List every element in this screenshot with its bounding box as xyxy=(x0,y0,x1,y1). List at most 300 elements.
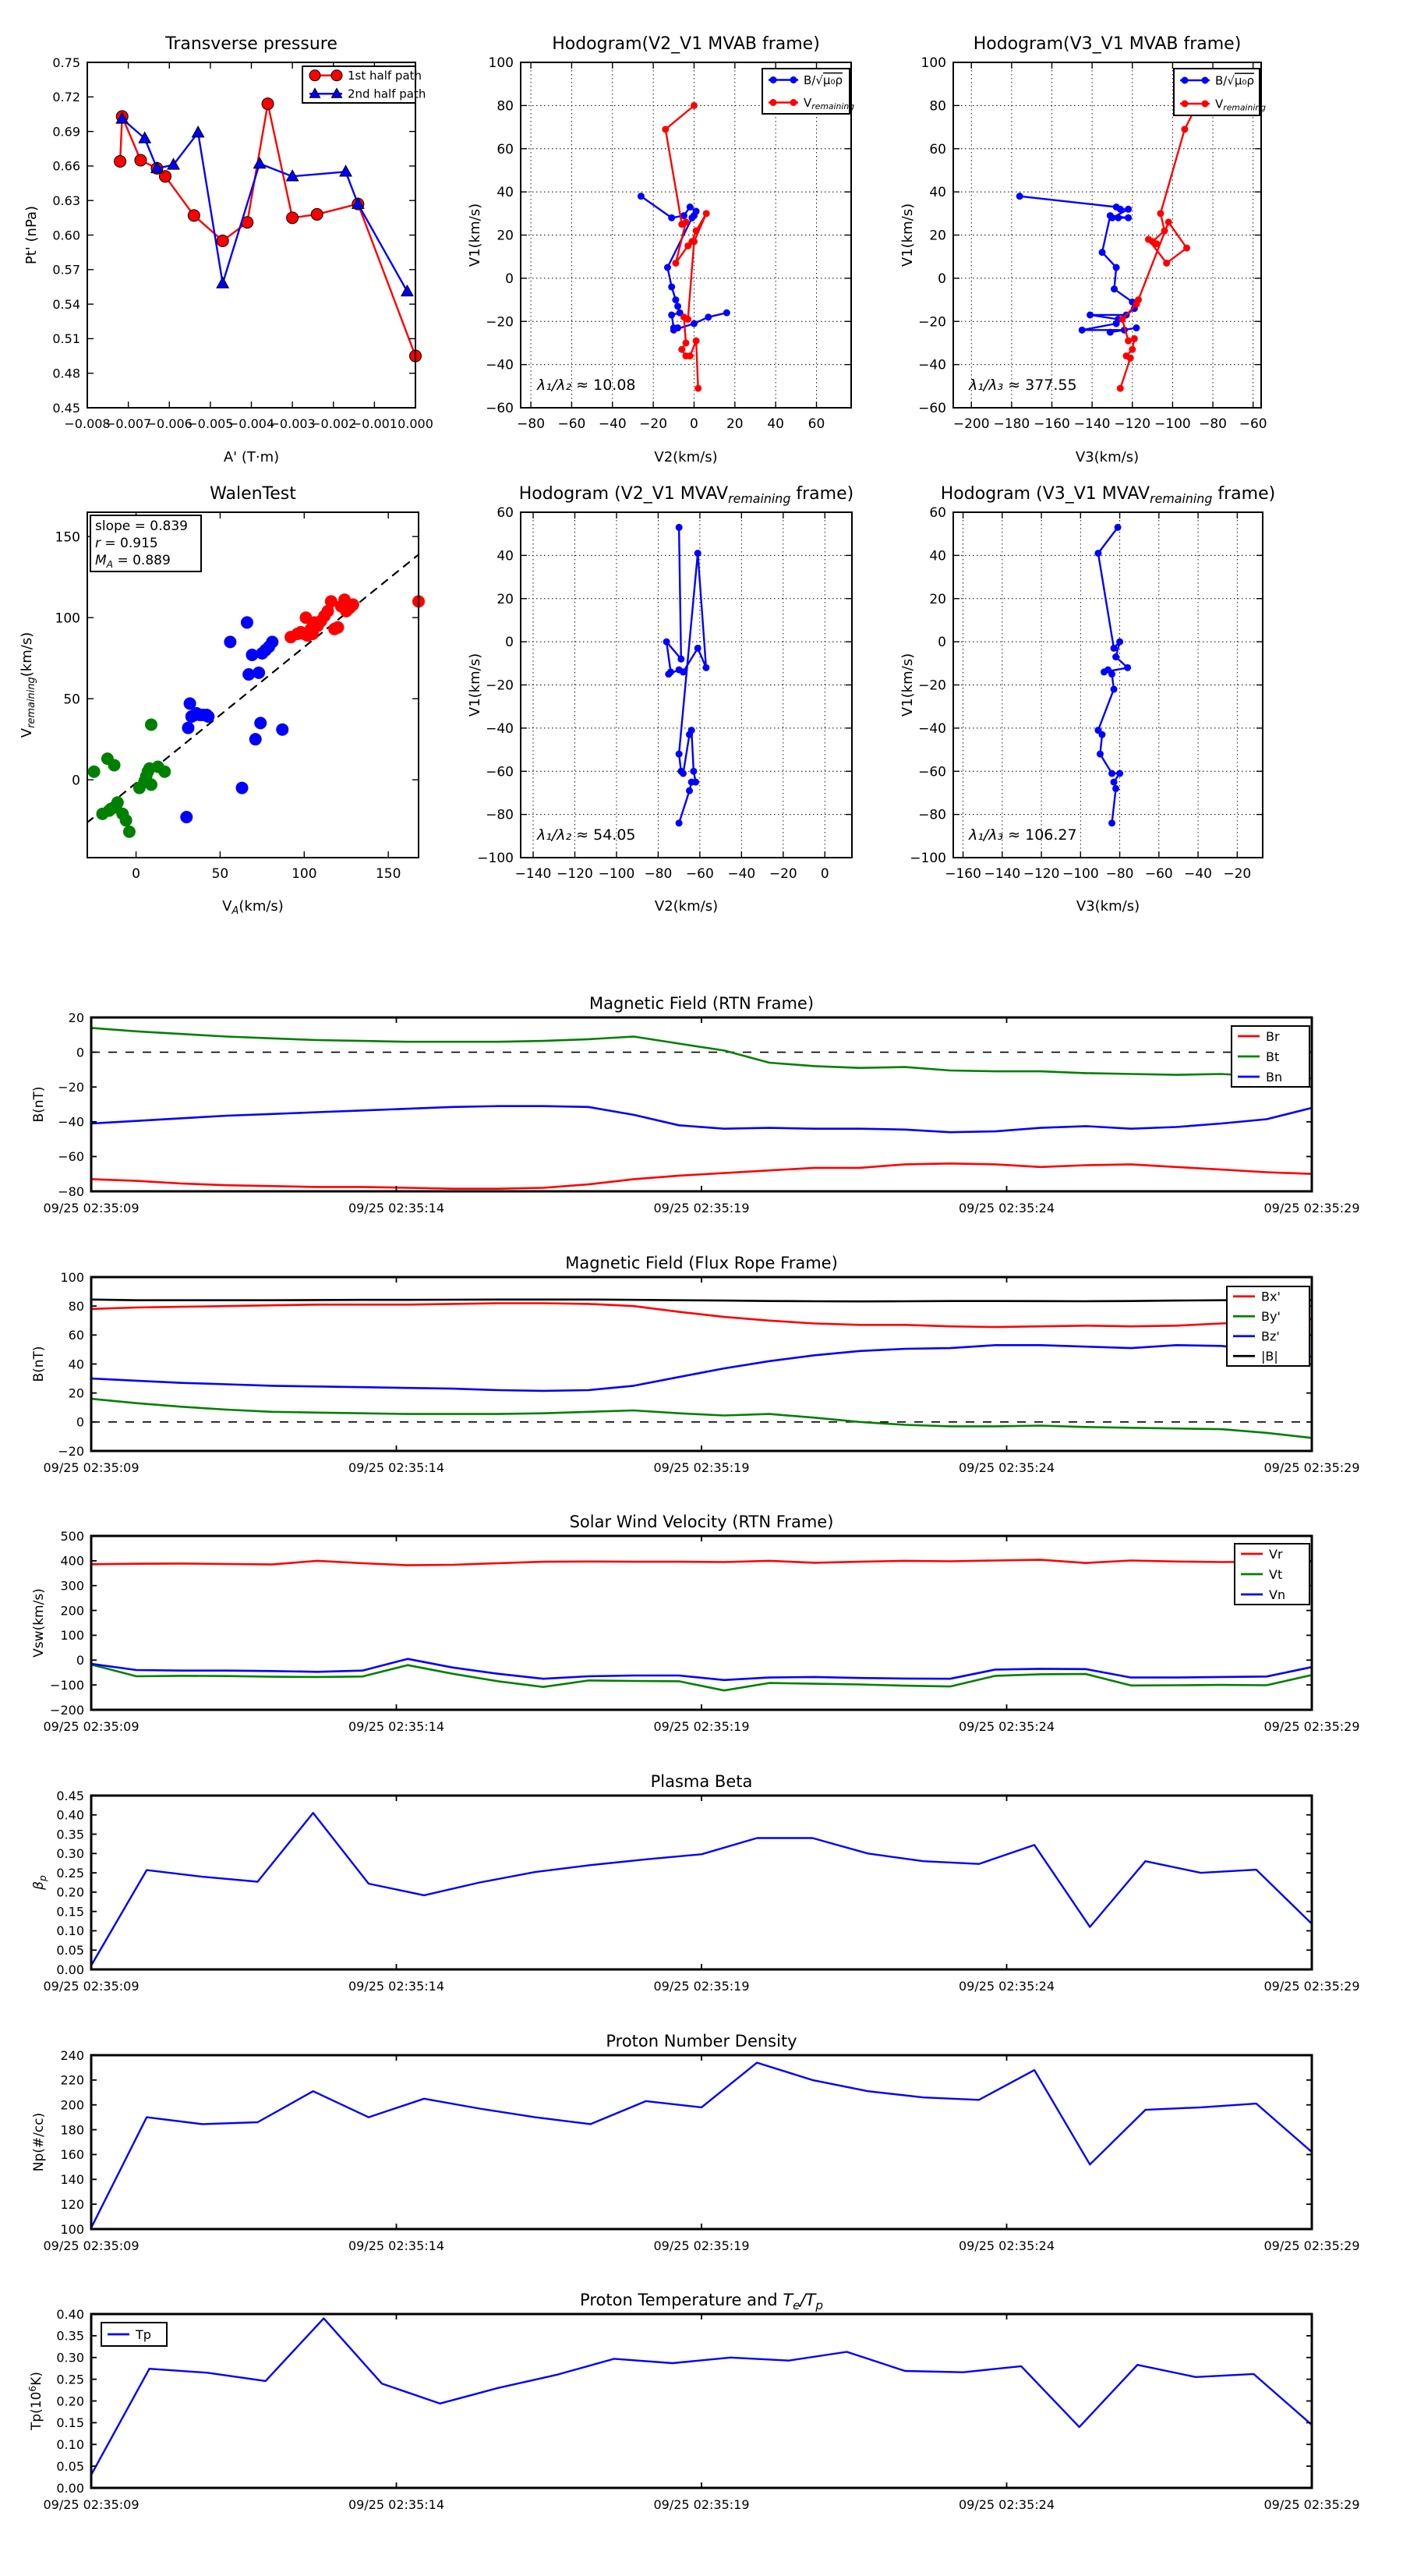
y-tick-label: 80 xyxy=(929,98,946,115)
dot-marker xyxy=(1125,214,1132,221)
dot-marker xyxy=(693,338,700,345)
x-axis-label: A' (T·m) xyxy=(223,449,280,465)
legend-label: $V_{remaining}$ xyxy=(1215,97,1267,113)
y-tick-label: 0.15 xyxy=(56,2415,84,2431)
y-tick-label: 0.00 xyxy=(56,2480,84,2496)
dot-marker xyxy=(688,779,695,786)
x-tick-label: −80 xyxy=(1105,866,1134,882)
dot-marker xyxy=(1124,664,1131,671)
dot-marker xyxy=(331,621,344,634)
x-tick-label: −100 xyxy=(1154,416,1191,432)
annotation: λ₁/λ₃ ≈ 377.55 xyxy=(969,377,1077,394)
dot-marker xyxy=(180,811,193,823)
y-tick-label: 100 xyxy=(55,610,80,627)
y-tick-label: 0.63 xyxy=(52,193,80,208)
y-axis-label: V1(km/s) xyxy=(899,653,916,717)
y-tick-label: 0.20 xyxy=(56,2394,84,2409)
dot-marker xyxy=(668,214,675,221)
panel-title: Magnetic Field (Flux Rope Frame) xyxy=(565,1254,838,1272)
dot-marker xyxy=(1112,653,1119,660)
x-axis-label: V3(km/s) xyxy=(1076,898,1140,915)
x-tick-label: 0 xyxy=(690,416,698,432)
y-tick-label: 0.45 xyxy=(52,400,80,416)
axes-frame xyxy=(953,512,1263,858)
axes-frame xyxy=(87,62,415,408)
y-tick-label: −40 xyxy=(918,357,946,373)
x-tick-label: 09/25 02:35:24 xyxy=(958,1201,1055,1215)
series-Bn xyxy=(91,1106,1312,1133)
y-axis-label: Np(#/cc) xyxy=(31,2112,47,2172)
dot-marker xyxy=(1157,210,1164,217)
y-tick-label: 60 xyxy=(929,505,946,522)
dot-marker xyxy=(770,76,777,83)
y-tick-label: −20 xyxy=(486,678,514,694)
dot-marker xyxy=(1115,524,1122,531)
y-tick-label: 0 xyxy=(76,1414,84,1430)
dot-marker xyxy=(790,76,797,83)
y-tick-label: 100 xyxy=(921,55,946,72)
dot-marker xyxy=(790,99,797,106)
y-tick-label: 0.25 xyxy=(56,1865,84,1881)
legend-label: $V_{remaining}$ xyxy=(804,95,855,111)
x-tick-label: 09/25 02:35:09 xyxy=(43,1460,140,1475)
y-axis-label: V1(km/s) xyxy=(467,203,483,267)
dot-marker xyxy=(1099,249,1106,256)
dot-marker xyxy=(1161,227,1168,234)
y-tick-label: 0.30 xyxy=(56,2350,84,2365)
dot-marker xyxy=(677,656,684,663)
dot-marker xyxy=(694,385,702,392)
x-tick-label: 09/25 02:35:19 xyxy=(653,1460,750,1475)
dot-marker xyxy=(1153,240,1160,247)
dot-marker xyxy=(158,766,171,778)
y-tick-label: −200 xyxy=(50,1702,84,1718)
dot-marker xyxy=(1113,264,1120,271)
x-tick-label: 09/25 02:35:29 xyxy=(1263,2497,1360,2512)
panel-title: Plasma Beta xyxy=(650,1772,753,1791)
dot-marker xyxy=(182,722,194,734)
x-tick-label: 0 xyxy=(820,866,829,882)
dot-marker xyxy=(1202,101,1209,108)
dot-marker xyxy=(1087,311,1094,318)
y-tick-label: 0.54 xyxy=(52,296,80,312)
legend-label: B/√μ₀ρ xyxy=(1215,73,1254,88)
x-tick-label: 09/25 02:35:24 xyxy=(958,1979,1055,1994)
x-tick-label: −120 xyxy=(1023,866,1060,882)
dot-marker xyxy=(1133,301,1140,308)
y-tick-label: 20 xyxy=(68,1385,84,1401)
annotation: λ₁/λ₃ ≈ 106.27 xyxy=(969,826,1077,844)
x-tick-label: −0.002 xyxy=(310,416,357,431)
dot-marker xyxy=(683,339,690,346)
y-tick-label: −100 xyxy=(477,851,514,867)
dot-marker xyxy=(1117,385,1124,392)
magnetic-field-flux-rope xyxy=(31,1254,1360,1475)
y-tick-label: 100 xyxy=(60,1269,84,1285)
dot-marker xyxy=(1111,779,1118,786)
x-tick-label: −80 xyxy=(517,416,546,432)
y-tick-label: 0.35 xyxy=(56,1827,84,1842)
x-tick-label: −100 xyxy=(1062,866,1099,882)
dot-marker xyxy=(254,717,267,729)
panel-title: Solar Wind Velocity (RTN Frame) xyxy=(569,1513,834,1531)
dot-marker xyxy=(676,524,683,531)
dot-marker xyxy=(703,210,710,217)
y-tick-label: 0 xyxy=(76,1653,84,1668)
legend-label: Bx' xyxy=(1261,1289,1281,1304)
y-tick-label: 180 xyxy=(60,2122,84,2138)
dot-marker xyxy=(1182,77,1189,84)
panel-title: Hodogram(V3_V1 MVAB frame) xyxy=(973,34,1242,54)
x-tick-label: −0.007 xyxy=(105,416,152,431)
dot-marker xyxy=(253,667,265,679)
panel-title: Hodogram (V2_V1 $MVAV_{remaining}$ frame) xyxy=(518,484,854,506)
y-tick-label: −100 xyxy=(50,1677,84,1693)
x-tick-label: 09/25 02:35:14 xyxy=(348,2238,445,2253)
y-tick-label: 80 xyxy=(497,98,514,115)
dot-marker xyxy=(1108,819,1115,826)
dot-marker xyxy=(688,727,695,734)
x-tick-label: −40 xyxy=(598,416,627,432)
dot-marker xyxy=(1112,785,1119,792)
x-tick-label: 09/25 02:35:19 xyxy=(653,2238,750,2253)
y-tick-label: 0.25 xyxy=(56,2372,84,2387)
x-tick-label: 09/25 02:35:14 xyxy=(348,1460,445,1475)
dot-marker xyxy=(688,214,695,221)
dot-marker xyxy=(662,126,669,133)
dot-marker xyxy=(674,303,681,310)
dot-marker xyxy=(1108,671,1115,678)
y-tick-label: −100 xyxy=(910,851,946,867)
dot-marker xyxy=(663,639,670,646)
x-tick-label: −180 xyxy=(993,416,1030,432)
series-Bz-prime xyxy=(91,1345,1312,1391)
dot-marker xyxy=(1202,77,1209,84)
dot-marker xyxy=(678,346,685,353)
x-tick-label: 09/25 02:35:14 xyxy=(348,1201,445,1215)
annotation: λ₁/λ₂ ≈ 10.08 xyxy=(537,377,636,394)
y-tick-label: 0.10 xyxy=(56,1923,84,1939)
y-axis-label: B(nT) xyxy=(31,1086,47,1123)
dot-marker xyxy=(145,778,157,791)
panel-title: Hodogram(V2_V1 MVAB frame) xyxy=(552,34,820,54)
y-tick-label: 0.72 xyxy=(52,90,80,105)
legend-label: |B| xyxy=(1261,1349,1278,1364)
x-tick-label: −140 xyxy=(514,866,552,882)
y-tick-label: 0.69 xyxy=(52,124,80,140)
panel-title: Hodogram (V3_V1 $MVAV_{remaining}$ frame) xyxy=(940,484,1276,506)
dot-marker xyxy=(723,310,730,317)
axes-frame xyxy=(91,2314,1312,2488)
x-tick-label: 100 xyxy=(292,866,317,882)
legend-label: By' xyxy=(1261,1309,1281,1325)
dot-marker xyxy=(1165,218,1172,225)
x-tick-label: −60 xyxy=(1144,866,1173,882)
series-Bt xyxy=(91,1028,1312,1078)
y-tick-label: 0.66 xyxy=(52,158,80,174)
walen-test xyxy=(19,484,425,917)
x-tick-label: 150 xyxy=(375,866,401,882)
x-tick-label: 09/25 02:35:29 xyxy=(1263,1201,1360,1215)
x-tick-label: −100 xyxy=(598,866,635,882)
circle-marker xyxy=(287,212,299,224)
x-tick-label: 09/25 02:35:09 xyxy=(43,1719,140,1734)
y-tick-label: 60 xyxy=(68,1328,84,1343)
circle-marker xyxy=(311,208,323,220)
dot-marker xyxy=(664,264,671,271)
x-tick-label: −80 xyxy=(644,866,673,882)
x-tick-label: −20 xyxy=(639,416,668,432)
y-tick-label: 140 xyxy=(60,2172,84,2188)
y-axis-label: Vsw(km/s) xyxy=(31,1588,47,1658)
x-tick-label: 20 xyxy=(726,416,744,432)
y-tick-label: 20 xyxy=(929,228,946,244)
dot-marker xyxy=(235,782,248,794)
legend-label: Vr xyxy=(1269,1546,1283,1562)
series-Np xyxy=(91,2063,1312,2228)
legend-label: Bn xyxy=(1266,1069,1283,1085)
x-tick-label: −60 xyxy=(685,866,714,882)
y-tick-label: 0.75 xyxy=(52,55,80,70)
y-tick-label: 0.48 xyxy=(52,366,80,381)
dot-marker xyxy=(1097,751,1104,758)
y-tick-label: 240 xyxy=(60,2047,84,2063)
y-tick-label: 100 xyxy=(60,1628,84,1644)
triangle-marker xyxy=(401,285,413,296)
stats-line: r = 0.915 xyxy=(95,536,158,551)
dot-marker xyxy=(680,770,687,777)
dot-marker xyxy=(1183,245,1190,252)
dot-marker xyxy=(691,238,698,245)
x-tick-label: −60 xyxy=(1239,416,1267,432)
x-axis-label: $V_A(km/s)$ xyxy=(222,898,284,917)
y-tick-label: 220 xyxy=(60,2072,84,2088)
y-tick-label: 0.05 xyxy=(56,2458,84,2474)
legend-label: 1st half path xyxy=(348,69,422,83)
legend-label: Tp xyxy=(136,2327,151,2342)
x-tick-label: 09/25 02:35:29 xyxy=(1263,1979,1360,1994)
dot-marker xyxy=(120,814,133,826)
y-tick-label: −80 xyxy=(58,1184,84,1199)
x-tick-label: −0.008 xyxy=(64,416,111,431)
series-Br xyxy=(91,1163,1312,1188)
legend-label: Vt xyxy=(1269,1566,1283,1582)
y-tick-label: −80 xyxy=(918,807,946,823)
y-tick-label: −40 xyxy=(918,720,946,737)
x-tick-label: 09/25 02:35:19 xyxy=(653,1201,750,1215)
stats-line: $M_A = 0.889$ xyxy=(95,553,171,570)
y-tick-label: 0.45 xyxy=(56,1788,84,1803)
y-tick-label: 200 xyxy=(60,2097,84,2113)
dot-marker xyxy=(1117,206,1124,213)
proton-number-density xyxy=(31,2032,1360,2253)
x-tick-label: 09/25 02:35:29 xyxy=(1263,1460,1360,1475)
dot-marker xyxy=(668,283,675,290)
x-tick-label: 40 xyxy=(767,416,784,432)
legend-label: Br xyxy=(1266,1028,1280,1044)
circle-marker xyxy=(331,70,342,81)
series-1st-half-path xyxy=(120,104,415,356)
dot-marker xyxy=(224,635,236,648)
dot-marker xyxy=(1125,206,1132,213)
y-tick-label: 500 xyxy=(60,1528,84,1544)
y-tick-label: −60 xyxy=(486,764,514,780)
y-tick-label: 40 xyxy=(497,548,514,564)
y-tick-label: 200 xyxy=(60,1603,84,1619)
x-tick-label: 50 xyxy=(211,866,229,882)
y-tick-label: 100 xyxy=(488,55,514,72)
x-tick-label: −80 xyxy=(1199,416,1227,432)
x-tick-label: 09/25 02:35:09 xyxy=(43,1201,140,1215)
y-axis-label: $\beta_p$ xyxy=(31,1875,48,1890)
dot-marker xyxy=(1107,212,1114,219)
proton-temperature xyxy=(27,2291,1360,2512)
triangle-marker xyxy=(192,126,203,137)
triangle-marker xyxy=(340,165,352,176)
x-tick-label: 09/25 02:35:24 xyxy=(958,2497,1055,2512)
dot-marker xyxy=(687,203,694,211)
x-tick-label: −20 xyxy=(1223,866,1252,882)
x-tick-label: 09/25 02:35:14 xyxy=(348,1979,445,1994)
dot-marker xyxy=(1094,550,1101,557)
x-tick-label: −0.003 xyxy=(269,416,316,431)
dot-marker xyxy=(145,718,157,731)
y-tick-label: 60 xyxy=(497,141,514,157)
dot-marker xyxy=(672,260,679,267)
y-tick-label: 300 xyxy=(60,1578,84,1594)
dot-marker xyxy=(1016,193,1023,200)
dot-marker xyxy=(249,733,262,745)
y-tick-label: −20 xyxy=(918,314,946,331)
dot-marker xyxy=(241,616,253,628)
legend-label: B/√μ₀ρ xyxy=(804,73,843,87)
dot-marker xyxy=(690,768,697,775)
y-tick-label: −60 xyxy=(918,401,946,417)
x-tick-label: −160 xyxy=(1034,416,1070,432)
y-tick-label: 80 xyxy=(68,1298,84,1314)
panel-title: Proton Temperature and $T_e/T_p$ xyxy=(580,2291,823,2312)
y-tick-label: 0 xyxy=(505,635,514,651)
y-tick-label: 20 xyxy=(497,228,514,244)
y-axis-label: Pt' (nPa) xyxy=(23,205,40,265)
x-tick-label: 09/25 02:35:24 xyxy=(958,1719,1055,1734)
y-tick-label: 60 xyxy=(497,505,514,522)
legend-label: 2nd half path xyxy=(348,87,426,101)
y-tick-label: −60 xyxy=(918,764,946,780)
y-tick-label: −40 xyxy=(58,1114,84,1130)
dot-marker xyxy=(1111,645,1118,652)
y-tick-label: 0.30 xyxy=(56,1846,84,1862)
dot-marker xyxy=(1125,338,1132,345)
y-axis-label: V1(km/s) xyxy=(899,203,916,267)
y-tick-label: −40 xyxy=(486,357,514,373)
dot-marker xyxy=(111,796,124,809)
hodogram-v3v1-mvab xyxy=(899,34,1267,465)
dot-marker xyxy=(276,724,288,736)
series-By-prime xyxy=(91,1399,1312,1438)
circle-marker xyxy=(135,154,147,166)
y-tick-label: 0.00 xyxy=(56,1962,84,1977)
y-tick-label: −20 xyxy=(918,678,946,694)
x-tick-label: −20 xyxy=(769,866,797,882)
dot-marker xyxy=(691,102,698,109)
magnetic-field-rtn xyxy=(31,994,1360,1215)
y-tick-label: 0.20 xyxy=(56,1884,84,1900)
dot-marker xyxy=(705,313,712,320)
x-tick-label: −140 xyxy=(1073,416,1111,432)
dot-marker xyxy=(347,599,359,611)
y-tick-label: 40 xyxy=(68,1357,84,1372)
x-tick-label: −0.006 xyxy=(146,416,193,431)
dot-marker xyxy=(1181,126,1188,133)
x-tick-label: 09/25 02:35:14 xyxy=(348,1719,445,1734)
series-2nd-half-path xyxy=(122,119,408,292)
y-tick-label: 20 xyxy=(68,1010,84,1025)
y-tick-label: 40 xyxy=(929,185,946,201)
x-tick-label: −160 xyxy=(945,866,981,882)
dot-marker xyxy=(676,751,683,758)
y-tick-label: 0.51 xyxy=(52,331,80,347)
x-tick-label: 09/25 02:35:24 xyxy=(958,2238,1055,2253)
plasma-beta xyxy=(31,1772,1360,1994)
dot-marker xyxy=(1098,731,1105,738)
x-tick-label: 09/25 02:35:29 xyxy=(1263,2238,1360,2253)
y-tick-label: 50 xyxy=(63,692,80,708)
x-tick-label: 09/25 02:35:09 xyxy=(43,2238,140,2253)
dot-marker xyxy=(694,645,702,652)
x-axis-label: V3(km/s) xyxy=(1075,449,1140,465)
x-tick-label: −120 xyxy=(557,866,593,882)
hodogram-v3v1-mvav xyxy=(899,484,1275,915)
series-beta-p xyxy=(91,1813,1312,1966)
x-axis-label: V2(km/s) xyxy=(654,449,718,465)
dot-marker xyxy=(108,759,121,771)
dot-marker xyxy=(638,193,645,200)
dot-marker xyxy=(702,664,709,671)
legend-label: Bt xyxy=(1266,1049,1280,1064)
y-tick-label: −80 xyxy=(486,807,514,823)
x-tick-label: 09/25 02:35:24 xyxy=(958,1460,1055,1475)
y-tick-label: −20 xyxy=(58,1443,84,1459)
circle-marker xyxy=(217,235,228,246)
dot-marker xyxy=(665,671,672,678)
dot-marker xyxy=(672,296,679,303)
dot-marker xyxy=(88,766,101,778)
y-tick-label: −60 xyxy=(486,401,514,417)
axes-frame xyxy=(91,1277,1312,1451)
x-tick-label: 09/25 02:35:29 xyxy=(1263,1719,1360,1734)
dot-marker xyxy=(770,99,777,106)
series-Tp xyxy=(91,2319,1312,2475)
y-tick-label: 0.10 xyxy=(56,2437,84,2453)
x-tick-label: 09/25 02:35:09 xyxy=(43,2497,140,2512)
y-tick-label: 0.57 xyxy=(52,262,80,278)
y-tick-label: 0.35 xyxy=(56,2328,84,2344)
x-tick-label: −0.001 xyxy=(351,416,398,431)
circle-marker xyxy=(309,70,320,81)
y-tick-label: 0 xyxy=(938,635,946,651)
circle-marker xyxy=(188,210,200,221)
y-tick-label: −20 xyxy=(58,1079,84,1095)
y-tick-label: 160 xyxy=(60,2147,84,2163)
y-tick-label: −60 xyxy=(58,1149,84,1165)
dot-marker xyxy=(1111,285,1118,292)
dot-marker xyxy=(1116,639,1123,646)
series-B-magnitude xyxy=(91,1300,1312,1301)
dot-marker xyxy=(1119,316,1126,323)
dot-marker xyxy=(1107,329,1114,336)
y-axis-label: $V_{remaining}(km/s)$ xyxy=(19,632,37,738)
